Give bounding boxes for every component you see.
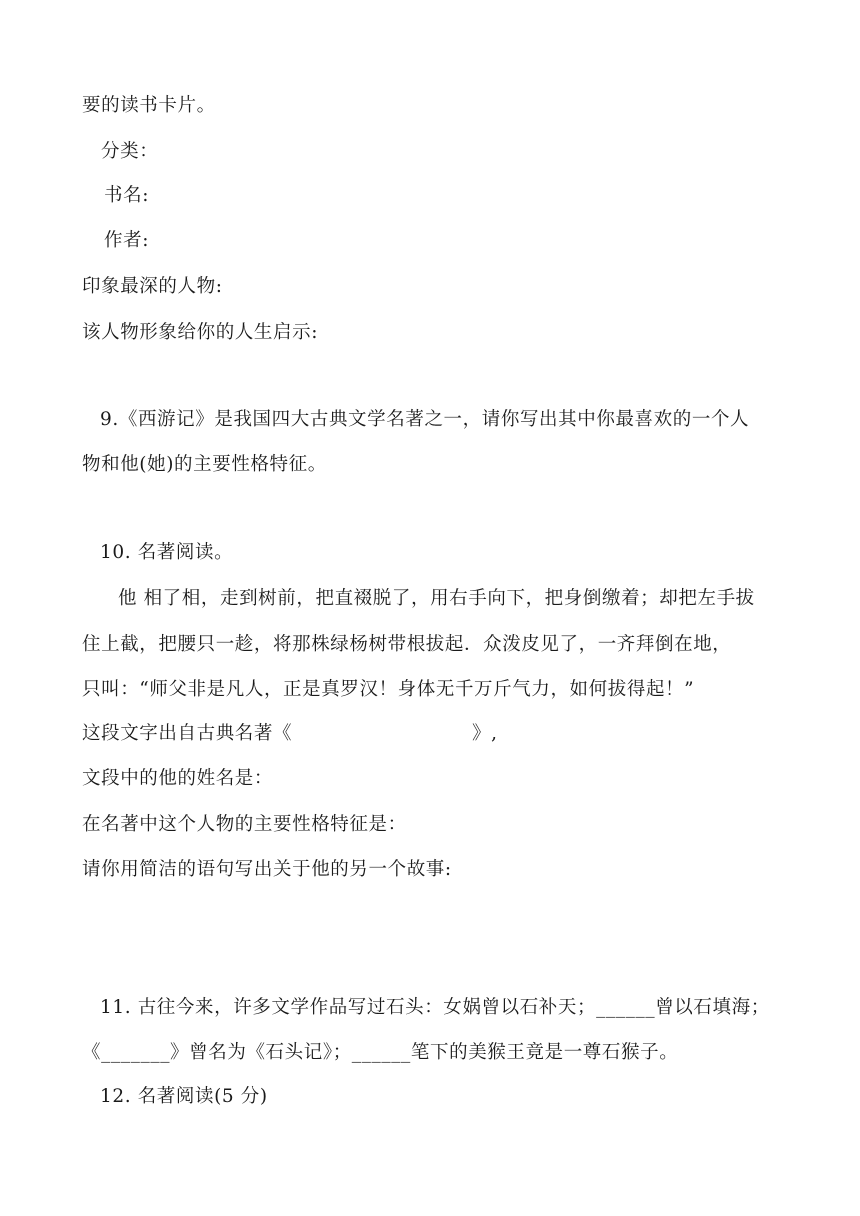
story-prompt: 请你用简洁的语句写出关于他的另一个故事:	[82, 859, 452, 880]
name-prompt: 文段中的他的姓名是：	[82, 768, 274, 789]
trait-prompt: 在名著中这个人物的主要性格特征是：	[82, 814, 407, 835]
question-9-line-2: 物和他(她)的主要性格特征。	[82, 454, 327, 475]
question-10-title: 10. 名著阅读。	[100, 542, 234, 563]
question-10-passage-line-3: 只叫：“师父非是凡人，正是真罗汉！身体无千万斤气力，如何拔得起！”	[82, 679, 695, 700]
question-9-line-1: 9.《西游记》是我国四大古典文学名著之一，请你写出其中你最喜欢的一个人	[100, 409, 750, 430]
question-10-passage-line-1: 他 相了相，走到树前，把直裰脱了，用右手向下，把身倒缴着；却把左手拔	[118, 588, 755, 609]
field-author-label: 作者:	[104, 230, 150, 251]
question-11-line-2: 《_______》曾名为《石头记》；______笔下的美猴王竟是一尊石猴子。	[82, 1042, 679, 1063]
question-12-title: 12. 名著阅读(5 分)	[100, 1086, 268, 1107]
field-category-label: 分类：	[101, 141, 159, 162]
source-prompt-prefix: 这段文字出自古典名著《	[82, 723, 293, 744]
field-character-label: 印象最深的人物:	[82, 276, 223, 297]
field-insight-label: 该人物形象给你的人生启示:	[82, 322, 319, 343]
question-10-passage-line-2: 住上截，把腰只一趁，将那株绿杨树带根拔起．众泼皮见了，一齐拜倒在地，	[82, 634, 732, 655]
field-title-label: 书名:	[104, 185, 150, 206]
source-prompt-suffix: 》,	[472, 723, 498, 744]
reading-card-intro: 要的读书卡片。	[82, 95, 216, 116]
question-11-line-1: 11. 古往今来，许多文学作品写过石头：女娲曾以石补天；______曾以石填海；	[100, 997, 770, 1018]
